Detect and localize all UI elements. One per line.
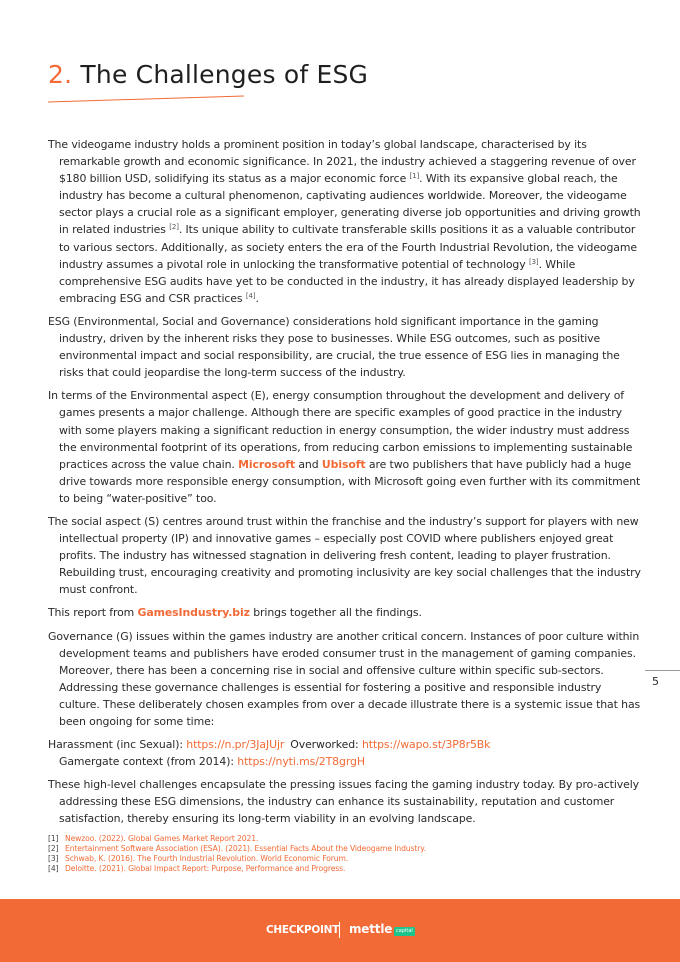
reference-number: [3] bbox=[48, 853, 59, 863]
reference-number: [2] bbox=[48, 843, 59, 853]
text: and bbox=[295, 457, 322, 471]
text: . bbox=[255, 291, 259, 305]
page-title bbox=[48, 60, 368, 89]
reference-item bbox=[48, 864, 644, 874]
page-number-rule bbox=[645, 670, 680, 671]
reference-item bbox=[48, 844, 644, 854]
mettle-logo: mettle bbox=[349, 922, 393, 936]
gamesindustry-link[interactable]: GamesIndustry.biz bbox=[137, 606, 250, 620]
text: The videogame industry holds a prominent position in today’s global landscape, characterised by its remarkable growth and economic significance. In 2021, the industry achieved a staggering revenue of over $180 billion USD, solidifying its status as a major economic force bbox=[48, 138, 636, 186]
reference-number: [4] bbox=[48, 864, 59, 874]
ubisoft-link[interactable]: Ubisoft bbox=[321, 457, 366, 471]
text: brings together all the findings. bbox=[249, 606, 422, 620]
references bbox=[48, 834, 644, 875]
paragraph-social: The social aspect (S) centres around trust within the franchise and the industry’s support for players with new intellectual property (IP) and innovative games – especially post COVID where publishers enjoyed great profits. The industry has witnessed stagnation in delivering fresh content, leading to player frustration. Rebuilding trust, encouraging creativity and promoting inclusivity are key social challenges that the industry must confront. bbox=[48, 514, 641, 597]
gamergate-label: Gamergate context (from 2014): bbox=[59, 755, 238, 769]
logo-divider bbox=[339, 922, 340, 938]
overworked-link[interactable]: https://wapo.st/3P8r5Bk bbox=[361, 738, 491, 752]
text: . Its unique ability to cultivate transferable skills positions it as a valuable contributor to various sectors. Additionally, as society enters the era of the Fourth Industrial Revolution, the videogame industry assumes a pivotal role in unlocking the transformative potential of technology bbox=[59, 223, 637, 271]
reference-marker: [3] bbox=[528, 257, 539, 266]
reference-item bbox=[48, 834, 644, 844]
microsoft-link[interactable]: Microsoft bbox=[238, 457, 295, 471]
overworked-label: Overworked: bbox=[290, 738, 362, 752]
capital-badge: capital bbox=[396, 928, 413, 934]
reference-text[interactable]: Schwab, K. (2016). The Fourth Industrial Revolution. World Economic Forum. bbox=[65, 853, 349, 863]
paragraph-report bbox=[48, 604, 644, 621]
text: This report from bbox=[48, 606, 138, 620]
footer-bar bbox=[0, 899, 680, 962]
reference-marker: [1] bbox=[409, 172, 420, 181]
text: are two publishers that have publicly had a huge drive towards more responsible energy consumption, with Microsoft going even further with its commitment to being “water-positive” too. bbox=[59, 457, 641, 505]
reference-text[interactable]: Deloitte. (2021). Global Impact Report: Purpose, Performance and Progress. bbox=[65, 864, 346, 874]
reference-number: [1] bbox=[48, 833, 59, 843]
checkpoint-logo: CHECKPOINT bbox=[266, 924, 339, 936]
paragraph-intro bbox=[48, 136, 644, 307]
reference-text[interactable]: Entertainment Software Association (ESA). (2021). Essential Facts About the Videogame Industry. bbox=[65, 843, 426, 853]
reference-text[interactable]: Newzoo. (2022). Global Games Market Report 2021. bbox=[65, 833, 259, 843]
paragraph-esg: ESG (Environmental, Social and Governance) considerations hold significant importance in the gaming industry, driven by the inherent risks they pose to businesses. While ESG outcomes, such as positive environmental impact and social responsibility, are crucial, the true essence of ESG lies in managing the risks that could jeopardise the long-term success of the industry. bbox=[48, 314, 620, 380]
paragraph-links bbox=[48, 736, 644, 770]
main-content bbox=[48, 136, 644, 874]
paragraph-governance: Governance (G) issues within the games industry are another critical concern. Instances of poor culture within development teams and publishers have eroded consumer trust in the management of gaming companies. Moreover, there has been a concerning rise in social and offensive culture within specific sub-sectors. Addressing these governance challenges is essential for fostering a positive and responsible industry culture. These deliberately chosen examples from over a decade illustrate there is a systemic issue that has been ongoing for some time: bbox=[48, 629, 641, 728]
text: . While comprehensive ESG audits have yet to be conducted in the industry, it has already displayed leadership by embracing ESG and CSR practices bbox=[59, 257, 635, 305]
page-number: 5 bbox=[652, 675, 659, 688]
paragraph-conclusion: These high-level challenges encapsulate the pressing issues facing the gaming industry today. By pro-actively addressing these ESG dimensions, the industry can enhance its sustainability, reputation and customer satisfaction, thereby ensuring its long-term viability in an evolving landscape. bbox=[48, 778, 639, 826]
section-title: The Challenges of ESG bbox=[80, 60, 369, 89]
harassment-label: Harassment (inc Sexual): bbox=[48, 738, 187, 752]
reference-item bbox=[48, 854, 644, 864]
harassment-link[interactable]: https://n.pr/3JaJUjr bbox=[186, 738, 285, 752]
title-underline bbox=[48, 95, 244, 103]
text: In terms of the Environmental aspect (E), energy consumption throughout the development and delivery of games presents a major challenge. Although there are specific examples of good practice in the industry with some players making a significant reduction in energy consumption, the wider industry must address the environmental footprint of its operations, from reducing carbon emissions to implementing sustainable practices across the value chain. bbox=[48, 389, 633, 471]
section-number: 2. bbox=[48, 60, 73, 89]
reference-marker: [4] bbox=[245, 291, 256, 300]
text: . With its expansive global reach, the industry has become a cultural phenomenon, captivating audiences worldwide. Moreover, the videogame sector plays a crucial role as a significant employer, generating diverse job opportunities and driving growth in related industries bbox=[59, 172, 641, 237]
paragraph-environmental bbox=[48, 387, 644, 507]
reference-marker: [2] bbox=[169, 223, 179, 232]
gamergate-link[interactable]: https://nyti.ms/2T8grgH bbox=[237, 755, 365, 769]
